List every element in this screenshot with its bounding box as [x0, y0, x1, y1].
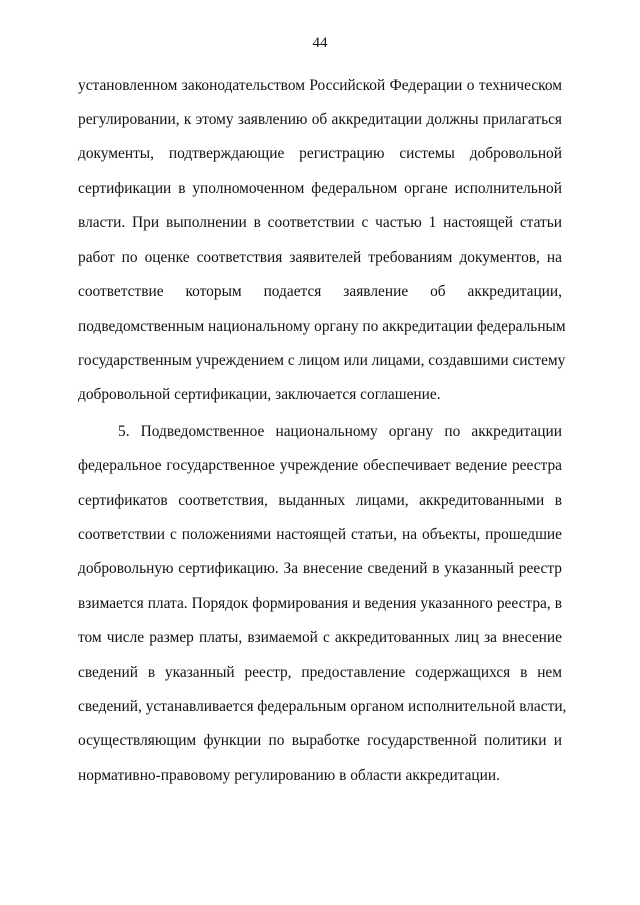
text-line: федеральное государственное учреждение обеспечивает ведение реестра [78, 457, 562, 474]
text-line: регулировании, к этому заявлению об аккредитации должны прилагаться [78, 111, 562, 128]
text-line: осуществляющим функции по выработке государственной политики и [78, 732, 562, 749]
text-line: документы, подтверждающие регистрацию системы добровольной [78, 145, 562, 162]
text-line: взимается плата. Порядок формирования и ведения указанного реестра, в [78, 595, 562, 612]
page-number: 44 [312, 35, 328, 51]
text-line: том числе размер платы, взимаемой с аккредитованных лиц за внесение [78, 629, 562, 646]
text-line: сведений в указанный реестр, предоставление содержащихся в нем [78, 664, 562, 681]
text-line: сертификатов соответствия, выданных лицами, аккредитованными в [78, 492, 562, 509]
text-line: власти. При выполнении в соответствии с частью 1 настоящей статьи [78, 214, 562, 231]
text-line: добровольную сертификацию. За внесение сведений в указанный реестр [78, 560, 562, 577]
text-line: соответствие которым подается заявление об аккредитации, [78, 283, 562, 300]
text-line: работ по оценке соответствия заявителей требованиям документов, на [78, 249, 562, 266]
text-line: добровольной сертификации, заключается соглашение. [78, 386, 441, 403]
text-line: соответствии с положениями настоящей статьи, на объекты, прошедшие [78, 526, 562, 543]
text-line: сертификации в уполномоченном федеральном органе исполнительной [78, 180, 562, 197]
text-line: подведомственным национальному органу по аккредитации федеральным [78, 318, 566, 335]
text-line: сведений, устанавливается федеральным органом исполнительной власти, [78, 698, 567, 715]
text-line: государственным учреждением с лицом или лицами, создавшими систему [78, 352, 566, 369]
text-line: нормативно-правовому регулированию в области аккредитации. [78, 767, 500, 784]
text-line: 5. Подведомственное национальному органу по аккредитации [118, 423, 562, 440]
text-line: установленном законодательством Российской Федерации о техническом [78, 77, 562, 94]
